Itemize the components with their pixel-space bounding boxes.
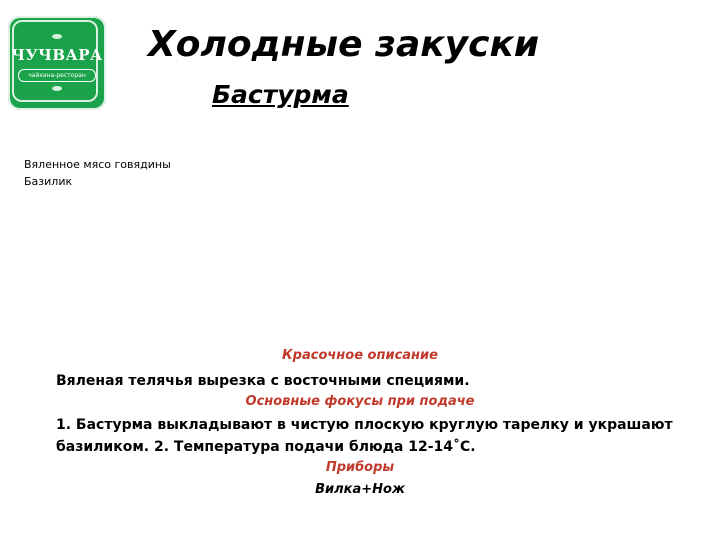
ingredients-list	[24, 156, 171, 190]
ingredient-item: Вяленное мясо говядины	[24, 158, 171, 171]
ingredient-item: Базилик	[24, 175, 73, 188]
description-text: Вяленая телячья вырезка с восточными специями.	[56, 373, 470, 389]
cutlery-heading: Приборы	[325, 460, 395, 475]
leaf-icon	[52, 86, 62, 91]
cutlery-text: Вилка+Нож	[315, 482, 405, 497]
page-title: Холодные закуски	[148, 24, 540, 65]
serving-text: 1. Бастурма выкладывают в чистую плоскую круглую тарелку и украшают базиликом. 2. Температура подачи блюда 12-14˚С.	[56, 417, 673, 455]
dish-name: Бастурма	[212, 80, 349, 109]
leaf-icon	[52, 34, 62, 39]
logo-brand-text: ЧУЧВАРА	[11, 46, 103, 64]
logo-tagline: чайхана-ресторан	[18, 69, 96, 82]
serving-heading: Основные фокусы при подаче	[245, 394, 475, 409]
restaurant-logo	[8, 16, 106, 110]
description-heading: Красочное описание	[282, 348, 438, 363]
